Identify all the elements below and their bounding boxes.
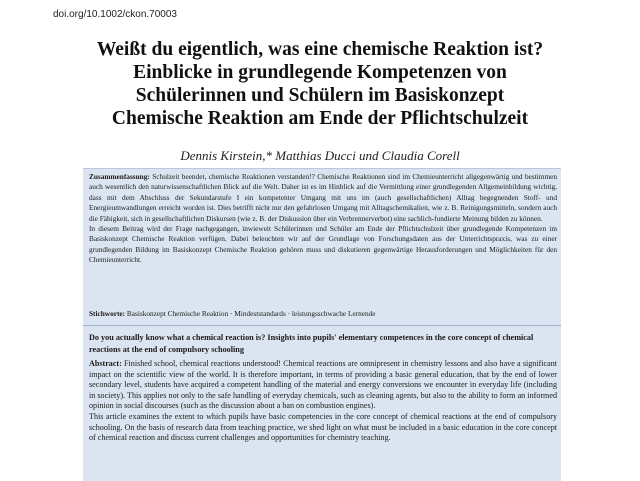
english-abstract-paragraph: This article examines the extent to which pupils have basic competencies in the core concept of chemical reactions at the end of compulsory schooling. On the basis of research data from teaching practice, we shed light on what must be included in a basic education in the core concept of chemical reaction and discuss current challenges and opportunities for chemistry teaching. (89, 411, 557, 443)
abstract-label: Abstract: (89, 359, 122, 368)
title-line: Weißt du eigentlich, was eine chemische Reaktion ist? (96, 39, 544, 60)
article-title (20, 38, 620, 130)
english-abstract-paragraph (89, 359, 557, 412)
english-title: Do you actually know what a chemical reaction is? Insights into pupils' elementary competences in the core concept of chemical reactions at the end of compulsory schooling (89, 333, 534, 354)
german-abstract-paragraph: In diesem Beitrag wird der Frage nachgegangen, inwieweit Schülerinnen und Schüler am Ende der Pflichtschulzeit über grundlegende Kompetenzen im Basiskonzept Chemische Reaktion verfügen. Dabei beleuchten wir auf der Grundlage von Forschungsdaten aus der Unterrichtspraxis, was zu einer grundlegenden Bildung im Basiskonzept Chemische Reaktion gehören muss und diskutieren gegenwärtige Herausforderungen und Möglichkeiten für den Chemieunterricht. (89, 224, 557, 265)
title-line: Chemische Reaktion am Ende der Pflichtschulzeit (111, 108, 529, 129)
keywords (89, 309, 557, 319)
keywords-label: Stichworte: (89, 309, 126, 318)
german-abstract (89, 172, 557, 266)
section-divider (83, 325, 561, 326)
doi-link[interactable]: doi.org/10.1002/ckon.70003 (53, 9, 177, 20)
german-abstract-paragraph (89, 172, 557, 224)
english-abstract-text: Finished school, chemical reactions understood! Chemical reactions are omnipresent in chemistry lessons and also have a significant impact on the scientific view of the world. It is therefore important, in terms of providing a basic general education, that by the end of lower secondary level, students have acquired a competent handling of the material and energy conversions we encounter in everyday life (including in society). This applies not only to the safe handling of everyday chemicals, such as cleaning agents, but also to the ability to form an informed opinion in social discourses (such as the discussion about a ban on combustion engines). (89, 359, 557, 411)
author-list: Dennis Kirstein,* Matthias Ducci und Claudia Corell (180, 148, 460, 163)
keywords-text: Basiskonzept Chemische Reaktion · Mindeststandards · leistungsschwache Lernende (126, 309, 376, 318)
german-abstract-text: Schulzeit beendet, chemische Reaktionen verstanden!? Chemische Reaktionen sind im Chemieunterricht allgegenwärtig und bestimmen auch wesentlich den naturwissenschaftlichen Blick auf die Welt. Daher ist es im Hinblick auf die Vermittlung einer grundlegenden Allgemeinbildung wichtig, dass mit dem Abschluss der Sekundarstufe I ein kompetenter Umgang mit uns im (auch gesellschaftlichen) Alltag begegnenden Stoff- und Energieumwandlungen erreicht worden ist. Dies betrifft nicht nur den gefahrlosen Umgang mit Alltagschemikalien, wie z. B. Reinigungsmitteln, sondern auch die Fähigkeit, sich in gesellschaftlichen Diskursen (wie z. B. der Diskussion über ein Verbrennerverbot) eine sachlich-fundierte Meinung bilden zu können. (89, 172, 558, 223)
zusammenfassung-label: Zusammenfassung: (89, 172, 150, 181)
english-abstract (89, 359, 557, 444)
title-line: Schülerinnen und Schülern im Basiskonzept (135, 85, 505, 106)
abstract-box (83, 168, 561, 481)
title-line: Einblicke in grundlegende Kompetenzen von (133, 62, 507, 83)
